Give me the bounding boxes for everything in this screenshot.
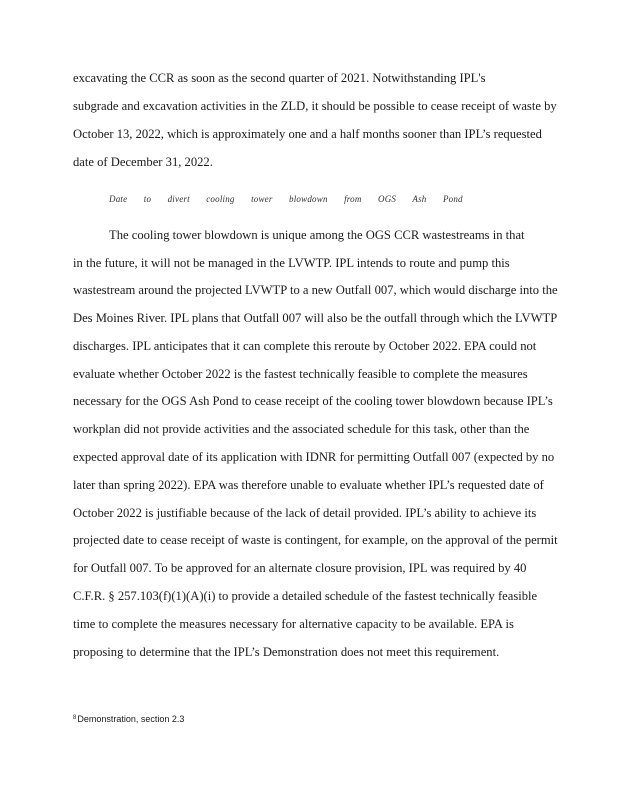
footnote bbox=[73, 714, 184, 724]
body-line-19: time to complete the measures necessary for alternative capacity to be available. EPA is bbox=[73, 617, 514, 631]
body-line-3: October 13, 2022, which is approximately one and a half months sooner than IPL’s requested bbox=[73, 127, 542, 141]
section-heading: Date to divert cooling tower blowdown from OGS Ash Pond bbox=[109, 194, 463, 204]
footnote-marker: 8 bbox=[73, 715, 77, 721]
body-line-9: discharges. IPL anticipates that it can complete this reroute by October 2022. EPA could not bbox=[73, 339, 537, 353]
body-line-14: later than spring 2022). EPA was therefore unable to evaluate whether IPL’s requested date of bbox=[73, 478, 544, 492]
body-line-5: The cooling tower blowdown is unique among the OGS CCR wastestreams in that bbox=[109, 228, 525, 242]
body-line-13: expected approval date of its application with IDNR for permitting Outfall 007 (expected by no bbox=[73, 450, 555, 464]
footnote-text: Demonstration, section 2.3 bbox=[77, 714, 185, 724]
body-line-6: in the future, it will not be managed in the LVWTP. IPL intends to route and pump this bbox=[73, 256, 510, 270]
body-line-18: C.F.R. § 257.103(f)(1)(A)(i) to provide a detailed schedule of the fastest technically feasible bbox=[73, 589, 538, 603]
body-line-16: projected date to cease receipt of waste is contingent, for example, on the approval of the permit bbox=[73, 533, 558, 547]
body-line-7: wastestream around the projected LVWTP to a new Outfall 007, which would discharge into the bbox=[73, 283, 558, 297]
body-line-8: Des Moines River. IPL plans that Outfall 007 will also be the outfall through which the LVWTP bbox=[73, 311, 558, 325]
body-line-17: for Outfall 007. To be approved for an alternate closure provision, IPL was required by 40 bbox=[73, 561, 527, 575]
body-line-11: necessary for the OGS Ash Pond to cease receipt of the cooling tower blowdown because IPL’s bbox=[73, 394, 553, 408]
body-line-12: workplan did not provide activities and the associated schedule for this task, other than the bbox=[73, 422, 530, 436]
body-line-4: date of December 31, 2022. bbox=[73, 155, 213, 169]
body-line-15: October 2022 is justifiable because of the lack of detail provided. IPL’s ability to achieve its bbox=[73, 506, 537, 520]
body-line-2: subgrade and excavation activities in the ZLD, it should be possible to cease receipt of waste by bbox=[73, 99, 557, 113]
body-line-20: proposing to determine that the IPL’s Demonstration does not meet this requirement. bbox=[73, 645, 500, 659]
body-line-1: excavating the CCR as soon as the second quarter of 2021. Notwithstanding IPL's bbox=[73, 71, 486, 85]
body-line-10: evaluate whether October 2022 is the fastest technically feasible to complete the measures bbox=[73, 367, 528, 381]
